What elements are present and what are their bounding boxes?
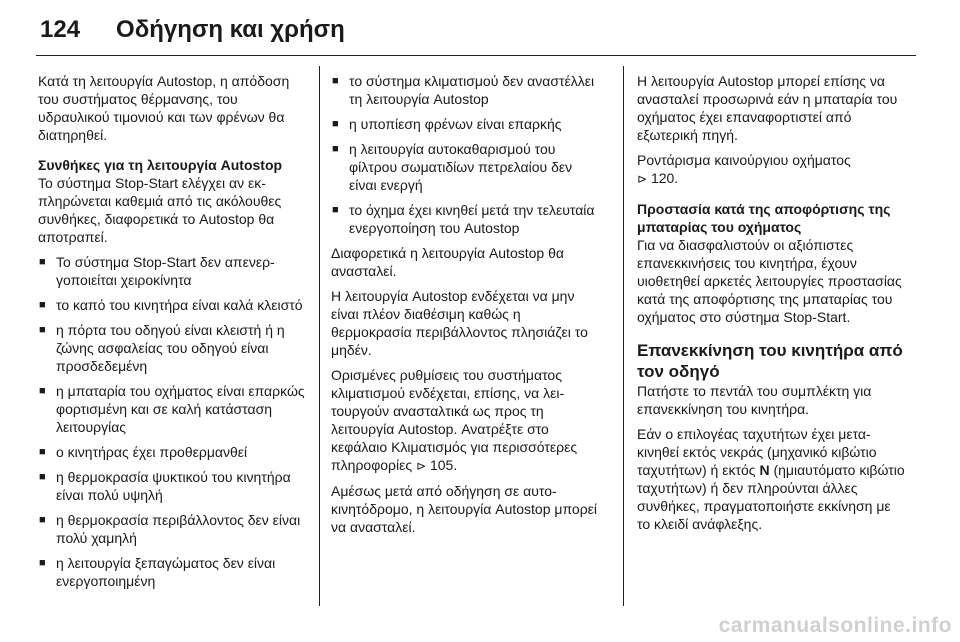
list-item: ■ η θερμοκρασία ψυκτικού του κινητήρα είναι πολύ υψηλή	[38, 468, 308, 504]
list-item: ■ η λειτουργία αυτοκαθαρισμού του φίλτρου σωματιδίων πετρελαίου δεν είναι ενεργή	[331, 140, 601, 194]
section-heading-battery-protection: Προστασία κατά της αποφόρτισης της μπαταρίας του οχήματος	[637, 201, 891, 235]
list-item: ■ η υποπίεση φρένων είναι επαρκής	[331, 115, 601, 133]
battery-recharge-paragraph: Η λειτουργία Autostop μπορεί επίσης να ανασταλεί προσωρινά εάν η μπαταρία του οχήματος έχει επαναφορτιστεί από εξωτερική πηγή.	[637, 73, 898, 143]
watermark: carmanualsonline.info	[718, 614, 952, 637]
page-reference-link[interactable]: 105.	[429, 457, 458, 473]
list-item: ■ ο κινητήρας έχει προθερμανθεί	[38, 443, 308, 461]
header-rule	[36, 55, 916, 56]
list-item: ■ η θερμοκρασία περιβάλλοντος δεν είναι πολύ χαμηλή	[38, 511, 308, 547]
page-number: 124	[40, 16, 81, 43]
suspend-paragraph: Διαφορετικά η λειτουργία Autostop θα ανασταλεί.	[331, 245, 564, 279]
column-divider-1	[319, 66, 320, 606]
arrow-right-icon: ⊳	[637, 172, 648, 186]
list-item: ■ το σύστημα κλιματισμού δεν αναστέλλει τη λειτουργία Autostop	[331, 72, 601, 108]
list-item: ■ η πόρτα του οδηγού είναι κλειστή ή η ζώνης ασφαλείας του οδηγού είναι προσδεδεμένη	[38, 321, 308, 375]
conditions-list	[38, 253, 308, 590]
arrow-right-icon: ⊳	[416, 459, 427, 473]
page-title: Οδήγηση και χρήση	[116, 16, 345, 43]
column-1	[38, 72, 308, 597]
list-item: ■ η μπαταρία του οχήματος είναι επαρκώς φορτισμένη και σε καλή κατάσταση λειτουργίας	[38, 382, 308, 436]
clutch-paragraph: Πατήστε το πεντάλ του συμπλέκτη για επανεκκίνηση του κινητήρα.	[637, 383, 872, 417]
column-3	[637, 72, 907, 540]
section-heading-driver-restart: Επανεκκίνηση του κινητήρα από τον οδηγό	[637, 341, 903, 381]
running-in-paragraph: Ροντάρισμα καινούργιου οχήματος ⊳ 120.	[637, 152, 851, 186]
column-divider-2	[623, 66, 624, 606]
list-item: ■ Το σύστημα Stop-Start δεν απενεργοποιείται χειροκίνητα	[38, 253, 308, 289]
conditions-list-continued	[331, 72, 601, 237]
battery-protection-paragraph: Για να διασφαλιστούν οι αξιόπιστες επανεκκινήσεις του κινητήρα, έχουν υιοθετηθεί αρκετές λειτουργίες προστασίας κατά της αποφόρτισης της μπαταρίας του οχήματος στο σύστημα Stop-Start.	[637, 237, 902, 325]
column-2	[331, 72, 601, 543]
section-heading-autostop-conditions: Συνθήκες για τη λειτουργία Autostop	[38, 157, 283, 173]
conditions-paragraph: Το σύστημα Stop-Start ελέγχει αν εκπληρώνεται καθεμιά από τις ακόλουθες συνθήκες, διαφορετικά το Autostop θα αποτραπεί.	[38, 175, 282, 245]
climate-paragraph: Ορισμένες ρυθμίσεις του συστήματος κλιματισμού ενδέχεται, επίσης, να λειτουργούν ανασταλτικά ως προς τη λειτουργία Autostop. Ανατρέξτε στο κεφάλαιο Κλιματισμός για περισσότερες πληροφορίες ⊳ 105.	[331, 367, 578, 473]
motorway-paragraph: Αμέσως μετά από οδήγηση σε αυτοκινητόδρομο, η λειτουργία Autostop μπορεί να ανασταλεί.	[331, 483, 598, 535]
intro-paragraph: Κατά τη λειτουργία Autostop, η απόδοση του συστήματος θέρμανσης, του υδραυλικού τιμονιού και των φρένων θα διατηρηθεί.	[38, 73, 290, 143]
list-item: ■ η λειτουργία ξεπαγώματος δεν είναι ενεργοποιημένη	[38, 554, 308, 590]
page-header	[40, 16, 345, 56]
list-item: ■ το όχημα έχει κινηθεί μετά την τελευταία ενεργοποίηση του Autostop	[331, 201, 601, 237]
gear-selector-paragraph: Εάν ο επιλογέας ταχυτήτων έχει μετακινηθεί εκτός νεκράς (μηχανικό κιβώτιο ταχυτήτων) ή εκτός N (ημιαυτόματο κιβώτιο ταχυτήτων) ή δεν πληρούνται άλλες συνθήκες, πραγματοποιήστε εκκίνηση με το κλειδί ανάφλεξης.	[637, 426, 905, 532]
page-reference-link[interactable]: 120.	[650, 170, 679, 186]
temperature-paragraph: Η λειτουργία Autostop ενδέχεται να μην είναι πλέον διαθέσιμη καθώς η θερμοκρασία περιβάλλοντος πλησιάζει το μηδέν.	[331, 288, 588, 358]
list-item: ■ το καπό του κινητήρα είναι καλά κλειστό	[38, 296, 308, 314]
